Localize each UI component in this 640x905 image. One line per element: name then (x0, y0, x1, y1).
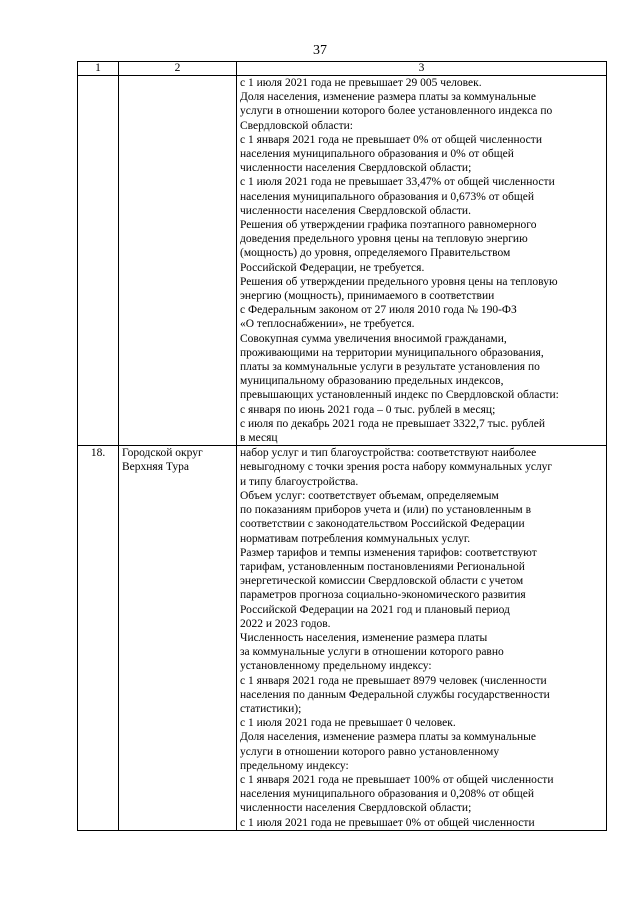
text-line: Решения об утверждении предельного уровня цены на тепловую (240, 275, 558, 288)
text-line: Объем услуг: соответствует объемам, определяемым (240, 489, 499, 502)
text-line: в месяц (240, 432, 278, 445)
text-line: с 1 июля 2021 года не превышает 33,47% от общей численности (240, 176, 555, 189)
text-line: набор услуг и тип благоустройства: соответствуют наиболее (240, 447, 537, 460)
text-line: нормативам потребления коммунальных услуг. (240, 532, 471, 545)
row-content (237, 446, 607, 830)
page-number: 37 (313, 43, 327, 58)
text-line: за коммунальные услуги в отношении которого равно (240, 646, 504, 659)
row-number (78, 76, 119, 446)
text-line: населения муниципального образования и 0,673% от общей (240, 190, 534, 203)
text-line: предельному индексу: (240, 759, 349, 772)
text-line: численности населения Свердловской области; (240, 162, 472, 175)
municipality-name-line: Верхняя Тура (122, 461, 189, 474)
text-line: энергию (мощность), принимаемого в соответствии (240, 290, 495, 303)
text-line: Доля населения, изменение размера платы за коммунальные (240, 731, 536, 744)
text-line: Численность населения, изменение размера платы (240, 631, 488, 644)
text-line: установленному предельному индексу: (240, 660, 432, 673)
text-line: 2022 и 2023 годов. (240, 617, 331, 630)
text-line: по показаниям приборов учета и (или) по установленным в (240, 504, 532, 517)
text-line: муниципальному образованию предельных индексов, (240, 375, 504, 388)
text-line: населения муниципального образования и 0% от общей (240, 148, 514, 161)
text-line: с июля по декабрь 2021 года не превышает 3322,7 тыс. рублей (240, 417, 545, 430)
text-line: соответствии с законодательством Российской Федерации (240, 518, 525, 531)
text-line: с января по июнь 2021 года – 0 тыс. рублей в месяц; (240, 403, 496, 416)
text-line: Доля населения, изменение размера платы за коммунальные (240, 91, 536, 104)
text-line: «О теплоснабжении», не требуется. (240, 318, 415, 331)
document-table (77, 61, 607, 831)
header-col-3: 3 (237, 62, 607, 76)
municipality-name (119, 446, 237, 830)
text-line: Свердловской области: (240, 119, 353, 132)
text-line: и типу благоустройства. (240, 475, 359, 488)
text-line: населения муниципального образования и 0,208% от общей (240, 788, 534, 801)
row-content (237, 76, 607, 446)
text-line: Решения об утверждении графика поэтапного равномерного (240, 219, 537, 232)
text-line: платы за коммунальные услуги в результате установления по (240, 361, 540, 374)
text-line: с 1 января 2021 года не превышает 0% от общей численности (240, 133, 542, 146)
text-line: Совокупная сумма увеличения вносимой гражданами, (240, 332, 507, 345)
table-row (78, 446, 607, 830)
text-line: статистики); (240, 702, 302, 715)
municipality-name (119, 76, 237, 446)
text-line: проживающими на территории муниципального образования, (240, 346, 544, 359)
text-line: невыгодному с точки зрения роста набору коммунальных услуг (240, 461, 553, 474)
text-line: численности населения Свердловской области; (240, 802, 472, 815)
table-row (78, 76, 607, 446)
text-line: тарифам, установленным постановлениями Региональной (240, 560, 525, 573)
table-header-row (78, 62, 607, 76)
text-line: Российской Федерации на 2021 год и плановый период (240, 603, 510, 616)
text-line: с 1 июля 2021 года не превышает 0 человек. (240, 717, 456, 730)
text-line: Размер тарифов и темпы изменения тарифов: соответствуют (240, 546, 537, 559)
text-line: превышающих установленный индекс по Свердловской области: (240, 389, 559, 402)
text-line: с Федеральным законом от 27 июля 2010 года № 190-ФЗ (240, 304, 517, 317)
text-line: с 1 июля 2021 года не превышает 0% от общей численности (240, 816, 535, 829)
header-col-2: 2 (119, 62, 237, 76)
text-line: с 1 января 2021 года не превышает 100% от общей численности (240, 773, 554, 786)
text-line: с 1 июля 2021 года не превышает 29 005 человек. (240, 77, 482, 89)
header-col-1: 1 (78, 62, 119, 76)
text-line: энергетической комиссии Свердловской области с учетом (240, 575, 524, 588)
row-number: 18. (78, 446, 119, 830)
text-line: параметров прогноза социально-экономического развития (240, 589, 526, 602)
text-line: доведения предельного уровня цены на тепловую энергию (240, 233, 528, 246)
municipality-name-line: Городской округ (122, 447, 203, 460)
text-line: численности населения Свердловской области. (240, 204, 471, 217)
text-line: с 1 января 2021 года не превышает 8979 человек (численности (240, 674, 547, 687)
text-line: населения по данным Федеральной службы государственности (240, 688, 550, 701)
text-line: (мощность) до уровня, определяемого Правительством (240, 247, 511, 260)
text-line: услуги в отношении которого равно установленному (240, 745, 500, 758)
text-line: услуги в отношении которого более установленного индекса по (240, 105, 553, 118)
text-line: Российской Федерации, не требуется. (240, 261, 425, 274)
